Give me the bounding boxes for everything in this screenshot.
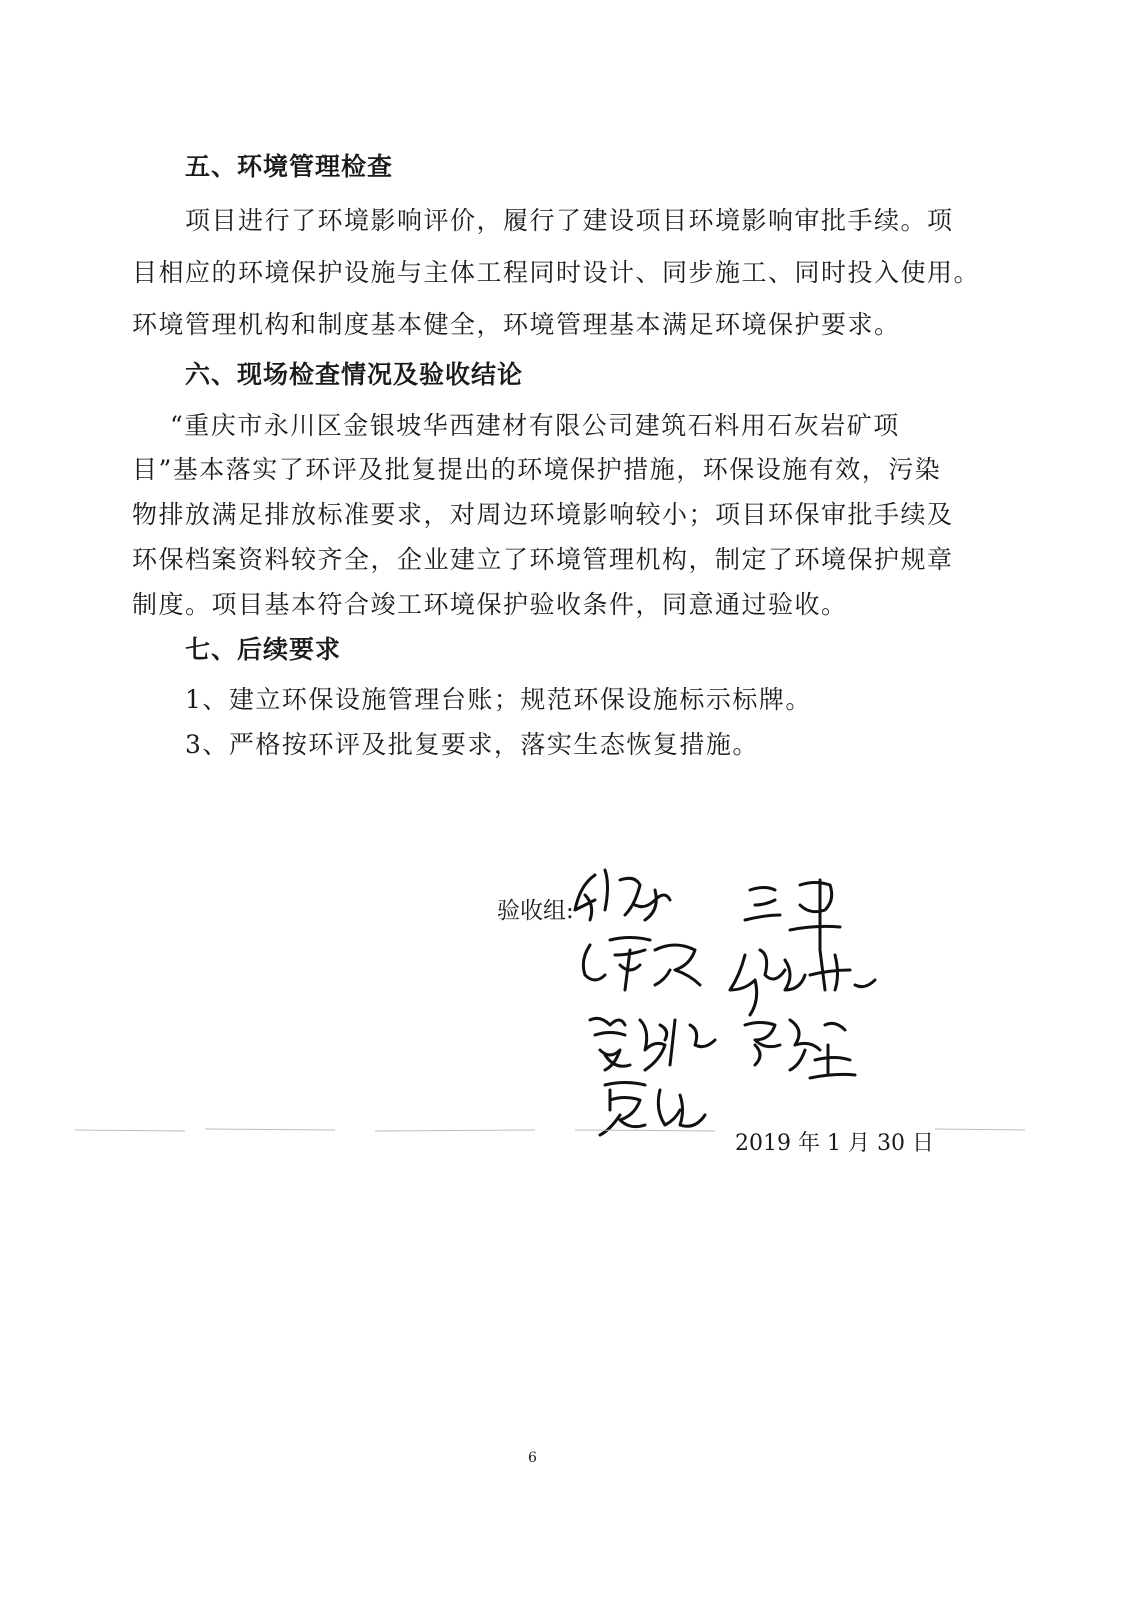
section-6-line-1: “重庆市永川区金银坡华西建材有限公司建筑石料用石灰岩矿项 <box>170 411 900 440</box>
section-5-line-3: 环境管理机构和制度基本健全，环境管理基本满足环境保护要求。 <box>132 310 901 339</box>
signature-1 <box>575 870 670 920</box>
handwritten-signatures <box>560 850 940 1140</box>
signature-3 <box>583 938 700 991</box>
section-6-line-5: 制度。项目基本符合竣工环境保护验收条件，同意通过验收。 <box>132 590 848 619</box>
signature-label: 验收组: <box>497 898 574 924</box>
section-5-heading: 五、环境管理检查 <box>185 152 394 181</box>
signature-date: 2019 年 1 月 30 日 <box>735 1131 934 1156</box>
section-7-line-2: 3、严格按环评及批复要求，落实生态恢复措施。 <box>185 730 759 759</box>
page-number: 6 <box>528 1450 537 1466</box>
section-6-line-4: 环保档案资料较齐全，企业建立了环境管理机构，制定了环境保护规章 <box>132 545 954 574</box>
signature-6 <box>745 1020 855 1078</box>
scan-artifact <box>75 1120 1035 1140</box>
section-7-line-1: 1、建立环保设施管理台账；规范环保设施标示标牌。 <box>185 685 812 714</box>
section-5-line-2: 目相应的环境保护设施与主体工程同时设计、同步施工、同时投入使用。 <box>132 258 981 287</box>
section-7-heading: 七、后续要求 <box>185 635 342 664</box>
signature-5 <box>590 1018 715 1070</box>
section-6-line-2: 目”基本落实了环评及批复提出的环境保护措施，环保设施有效，污染 <box>132 455 942 484</box>
section-6-line-3: 物排放满足排放标准要求，对周边环境影响较小；项目环保审批手续及 <box>132 500 954 529</box>
signature-2 <box>745 880 840 950</box>
signature-4 <box>730 950 875 1015</box>
section-5-line-1: 项目进行了环境影响评价，履行了建设项目环境影响审批手续。项 <box>185 206 954 235</box>
section-6-heading: 六、现场检查情况及验收结论 <box>185 360 524 389</box>
